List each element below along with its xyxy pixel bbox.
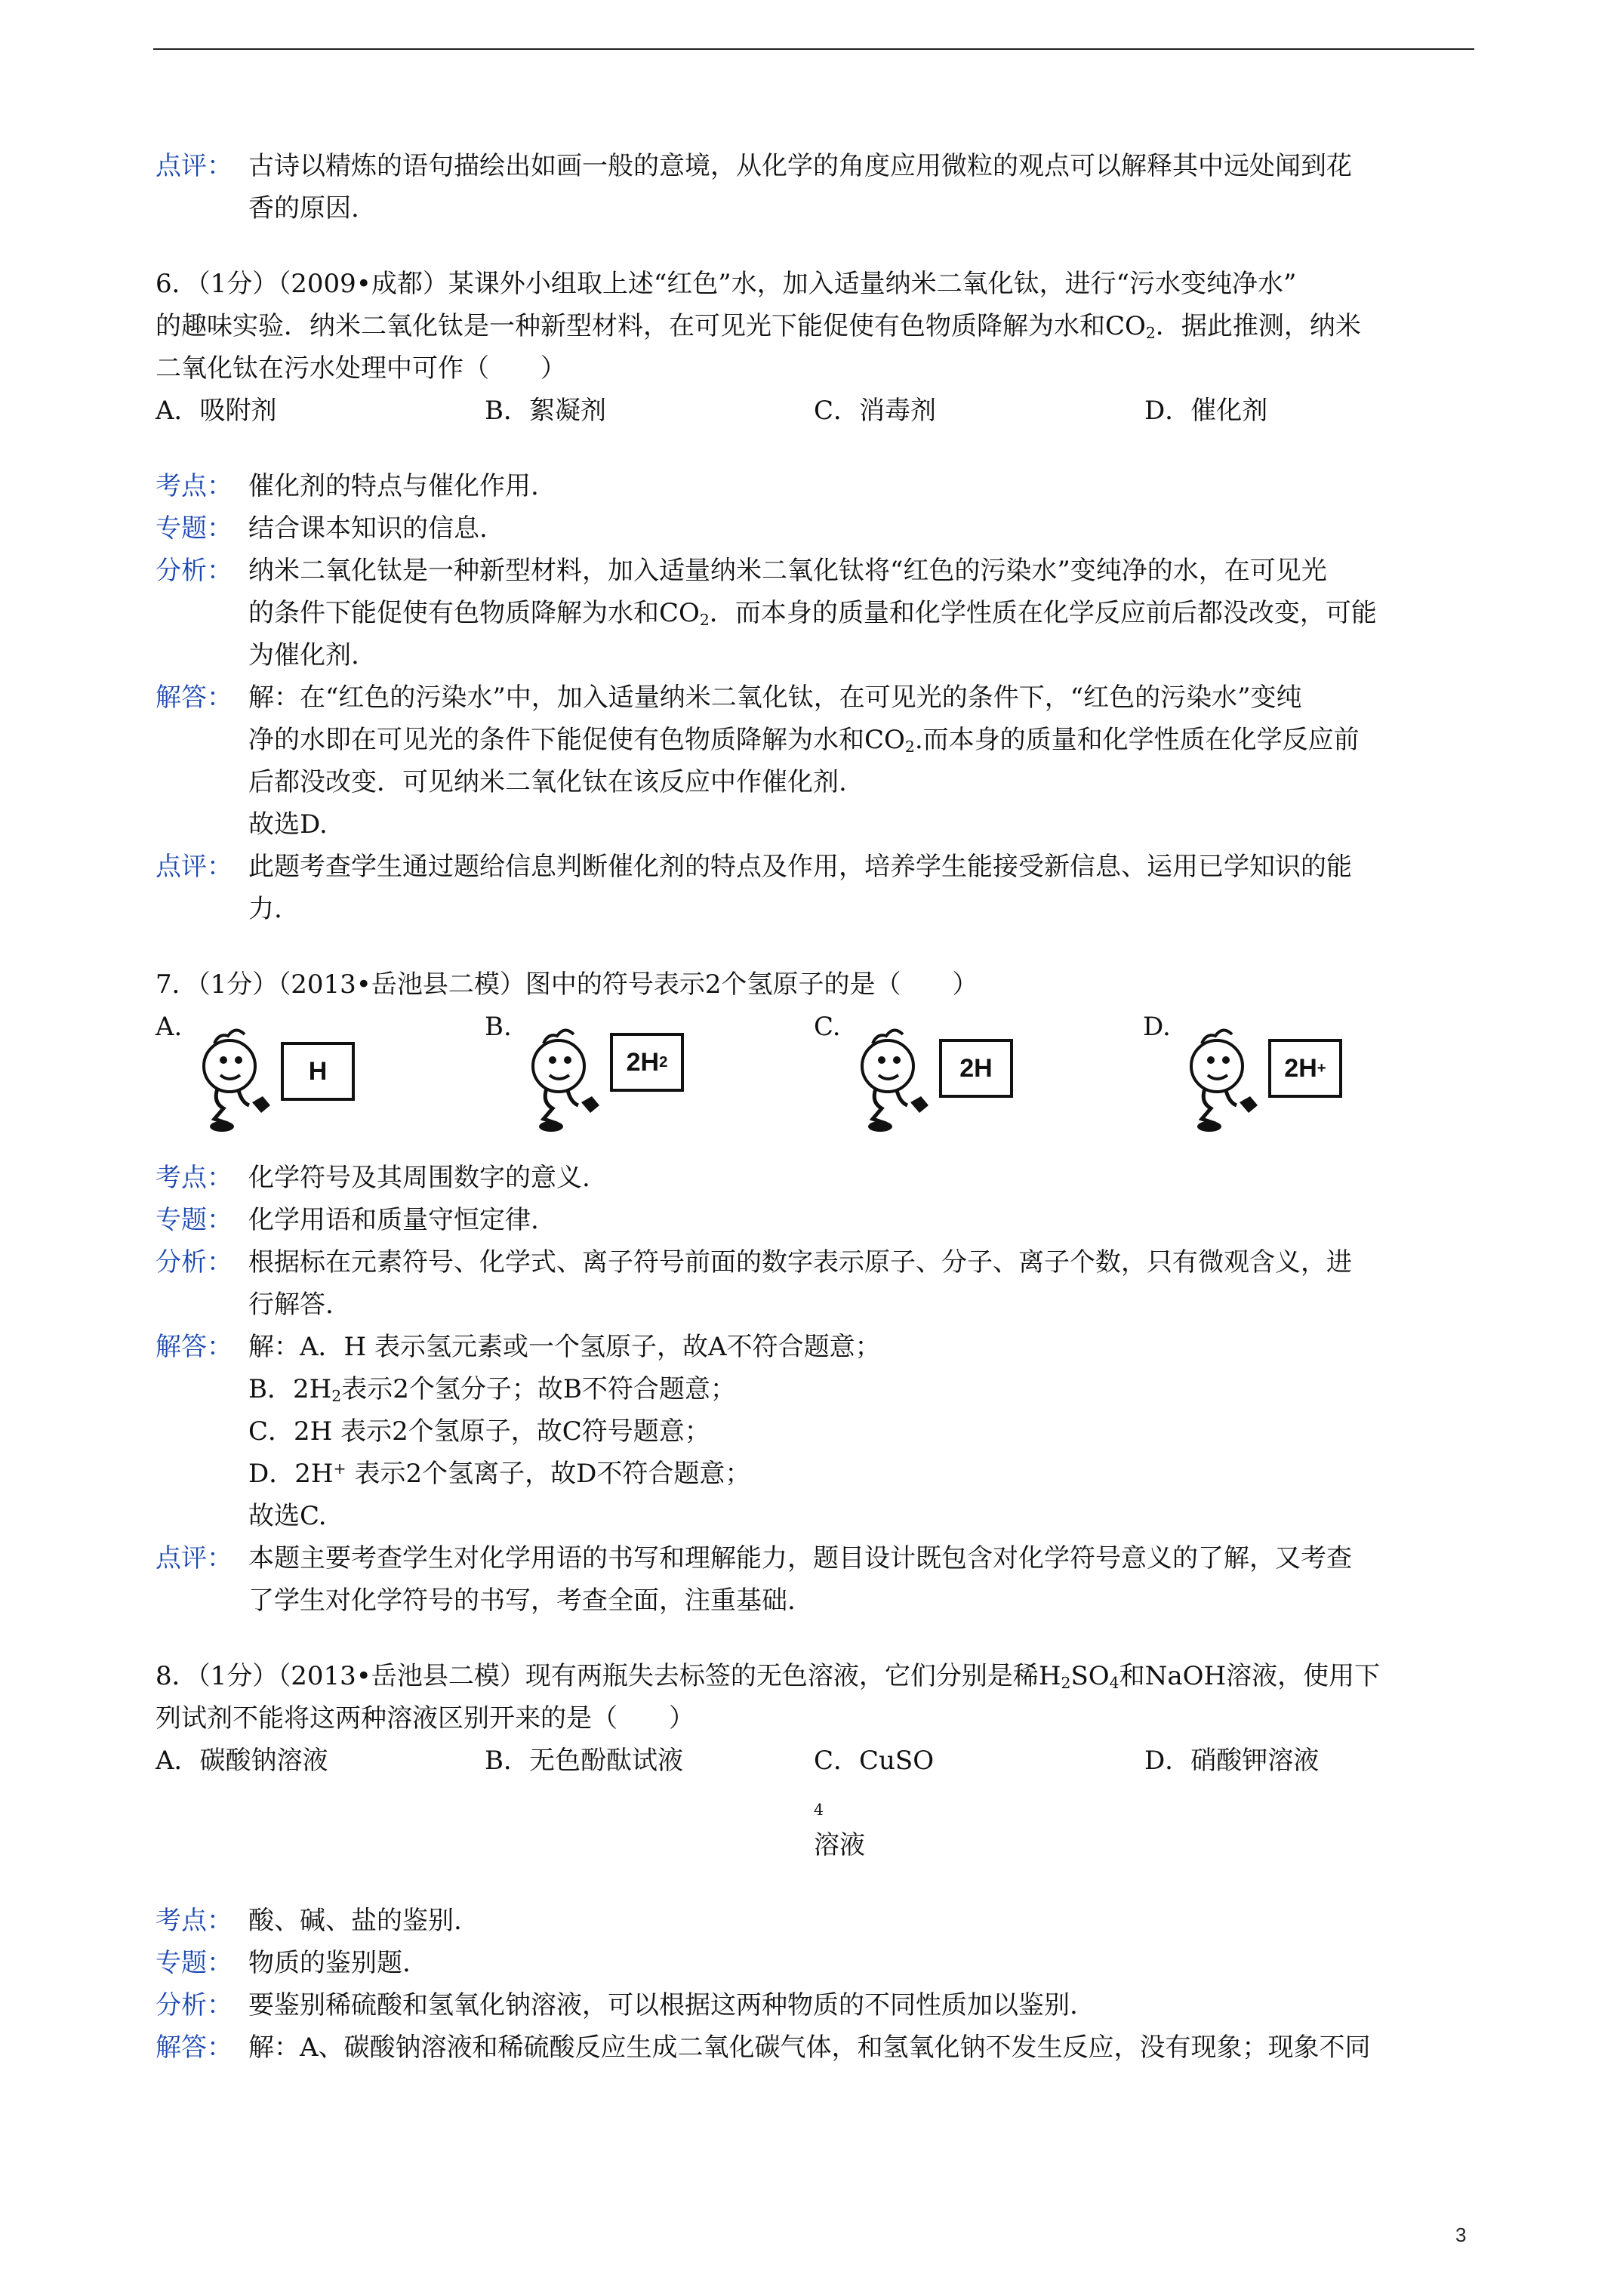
- fenxi-text: 要鉴别稀硫酸和氢氧化钠溶液，可以根据这两种物质的不同性质加以鉴别.: [248, 1990, 1078, 2020]
- jieda-line: C．2H 表示2个氢原子，故C符号题意；: [248, 1416, 710, 1447]
- kaodian-label: 考点：: [156, 471, 233, 501]
- symbol-box: 2H +: [1284, 1054, 1326, 1083]
- figure-option-b: [485, 1006, 814, 1157]
- q6-stem-line: 的趣味实验．纳米二氧化钛是一种新型材料，在可见光下能促使有色物质降解为水和$CO_2$．据此推测，纳米: [156, 311, 1361, 343]
- figure-letter: D.: [1143, 1012, 1171, 1042]
- zhuanti-label: 专题：: [156, 1948, 233, 1978]
- dianping-line: 本题主要考查学生对化学用语的书写和理解能力，题目设计既包含对化学符号意义的了解，又考查: [248, 1543, 1352, 1573]
- fenxi-line: 的条件下能促使有色物质降解为水和$CO_2$．而本身的质量和化学性质在化学反应前后都没改变，可能: [248, 598, 1377, 630]
- option-a: A．碳酸钠溶液: [156, 1746, 328, 1776]
- q8-stem-line: 列试剂不能将这两种溶液区别开来的是（ ）: [156, 1703, 694, 1734]
- option-c: C．消毒剂: [814, 396, 937, 426]
- page-content: [156, 145, 1473, 2069]
- fenxi-line: 根据标在元素符号、化学式、离子符号前面的数字表示原子、分子、离子个数，只有微观含义，进: [248, 1247, 1352, 1277]
- comment-line: 古诗以精炼的语句描绘出如画一般的意境，从化学的角度应用微粒的观点可以解释其中远处闻到花: [248, 151, 1352, 181]
- q8-zhuanti: [156, 1942, 1473, 1984]
- zhuanti-label: 专题：: [156, 1205, 233, 1235]
- option-b: B．絮凝剂: [485, 396, 606, 426]
- q7-jieda: [156, 1326, 1473, 1537]
- option-b: B．无色酚酞试液: [485, 1746, 683, 1776]
- dianping-line: 此题考查学生通过题给信息判断催化剂的特点及作用，培养学生能接受新信息、运用已学知识的能: [248, 852, 1352, 882]
- q6-jieda: [156, 676, 1473, 846]
- figure-letter: B.: [485, 1012, 512, 1042]
- q6-stem-line: 二氧化钛在污水处理中可作（ ）: [156, 353, 566, 384]
- q7-zhuanti: [156, 1199, 1473, 1241]
- q7-kaodian: [156, 1157, 1473, 1199]
- jieda-line: 解：A．H 表示氢元素或一个氢原子，故A不符合题意；: [248, 1332, 881, 1362]
- figure-option-a: [156, 1006, 485, 1157]
- kaodian-text: 酸、碱、盐的鉴别.: [248, 1906, 462, 1936]
- jieda-line: D．2H+ 表示2个氢离子，故D不符合题意；: [248, 1459, 751, 1489]
- comment-line: 香的原因.: [248, 193, 359, 223]
- kaodian-label: 考点：: [156, 1906, 233, 1936]
- q8-kaodian: [156, 1900, 1473, 1942]
- fenxi-label: 分析：: [156, 556, 233, 586]
- symbol-box: H: [308, 1057, 328, 1086]
- q8-options: [156, 1740, 1473, 1866]
- q6-dianping: [156, 846, 1473, 930]
- figure-option-d: [1143, 1006, 1472, 1157]
- kaodian-text: 化学符号及其周围数字的意义.: [248, 1163, 590, 1193]
- q8-stem-line: 8．（1分）（2013•岳池县二模）现有两瓶失去标签的无色溶液，它们分别是稀$H_2SO_4$和NaOH溶液，使用下: [156, 1661, 1381, 1693]
- comment-block: [156, 145, 1473, 230]
- jieda-line: 解：A、碳酸钠溶液和稀硫酸反应生成二氧化碳气体，和氢氧化钠不发生反应，没有现象；现象不同: [248, 2032, 1371, 2063]
- jieda-label: 解答：: [156, 683, 233, 713]
- jieda-label: 解答：: [156, 2032, 233, 2063]
- q6-fenxi: [156, 550, 1473, 676]
- jieda-line: 故选D.: [248, 809, 328, 840]
- q6-options: [156, 390, 1473, 432]
- kaodian-label: 考点：: [156, 1163, 233, 1193]
- question-6: [156, 263, 1473, 930]
- zhuanti-text: 物质的鉴别题.: [248, 1948, 411, 1978]
- option-c: C．CuSO $_4$ 溶液: [814, 1746, 935, 1860]
- question-8: [156, 1655, 1473, 2069]
- jieda-line: 解：在“红色的污染水”中，加入适量纳米二氧化钛，在可见光的条件下，“红色的污染水”变纯: [248, 683, 1302, 713]
- dianping-line: 了学生对化学符号的书写，考查全面，注重基础.: [248, 1586, 796, 1616]
- dianping-label: 点评：: [156, 852, 233, 882]
- q8-fenxi: [156, 1984, 1473, 2026]
- fenxi-line: 为催化剂.: [248, 640, 359, 670]
- figure-letter: A.: [156, 1012, 183, 1042]
- header-rule: [153, 48, 1474, 50]
- q8-jieda: [156, 2026, 1473, 2069]
- zhuanti-text: 化学用语和质量守恒定律.: [248, 1205, 539, 1235]
- option-a: A．吸附剂: [156, 396, 277, 426]
- jieda-line: B．$2H_2$表示2个氢分子；故B不符合题意；: [248, 1374, 736, 1406]
- q6-zhuanti: [156, 507, 1473, 550]
- q7-dianping: [156, 1537, 1473, 1622]
- option-d: D．催化剂: [1144, 396, 1268, 426]
- question-7: [156, 963, 1473, 1622]
- zhuanti-label: 专题：: [156, 513, 233, 544]
- figure-letter: C.: [814, 1012, 841, 1042]
- jieda-label: 解答：: [156, 1332, 233, 1362]
- kaodian-text: 催化剂的特点与催化作用.: [248, 471, 539, 501]
- dianping-label: 点评：: [156, 1543, 233, 1573]
- q7-stem: 7．（1分）（2013•岳池县二模）图中的符号表示2个氢原子的是（ ）: [156, 969, 978, 1000]
- comment-label: 点评：: [156, 151, 233, 181]
- figure-option-c: [814, 1006, 1143, 1157]
- page-number: 3: [1455, 2224, 1467, 2246]
- q7-fenxi: [156, 1241, 1473, 1326]
- q7-figures: [156, 1006, 1473, 1157]
- fenxi-label: 分析：: [156, 1990, 233, 2020]
- q6-kaodian: [156, 465, 1473, 507]
- jieda-line: 后都没改变．可见纳米二氧化钛在该反应中作催化剂.: [248, 767, 847, 797]
- fenxi-line: 纳米二氧化钛是一种新型材料，加入适量纳米二氧化钛将“红色的污染水”变纯净的水，在可见光: [248, 556, 1327, 586]
- jieda-line: 净的水即在可见光的条件下能促使有色物质降解为水和$CO_2$.而本身的质量和化学性质在化学反应前: [248, 725, 1360, 757]
- zhuanti-text: 结合课本知识的信息.: [248, 513, 488, 544]
- symbol-box: 2H: [959, 1054, 993, 1083]
- option-d: D．硝酸钾溶液: [1144, 1746, 1320, 1776]
- q6-stem-line: 6．（1分）（2009•成都）某课外小组取上述“红色”水，加入适量纳米二氧化钛，进行“污水变纯净水”: [156, 269, 1297, 299]
- fenxi-line: 行解答.: [248, 1290, 334, 1320]
- symbol-box: 2H 2: [626, 1048, 668, 1077]
- fenxi-label: 分析：: [156, 1247, 233, 1277]
- jieda-line: 故选C.: [248, 1501, 327, 1531]
- dianping-line: 力.: [248, 894, 282, 924]
